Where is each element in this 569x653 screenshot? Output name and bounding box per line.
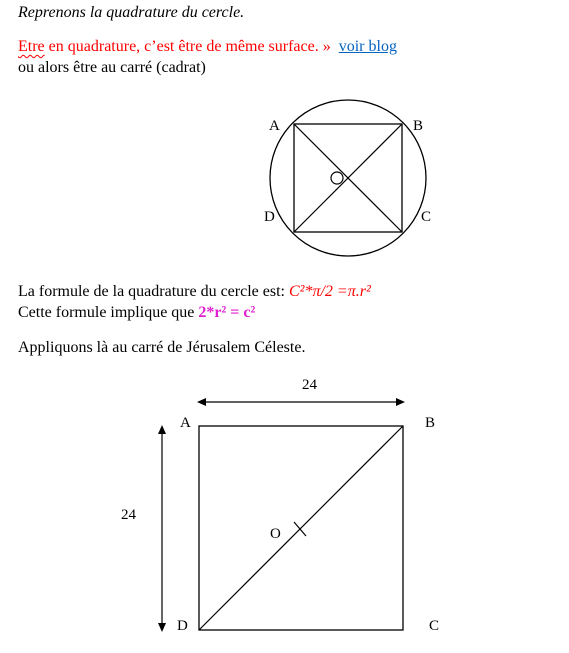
top-arrow-left	[197, 398, 206, 406]
figure-jerusalem-square	[121, 377, 439, 634]
center-point	[331, 172, 343, 184]
top-dimension-label: 24	[302, 377, 317, 393]
label-d-fig2: D	[177, 618, 188, 634]
diagonal-db	[199, 426, 403, 630]
label-b-fig1: B	[413, 118, 424, 134]
formula-intro-text: La formule de la quadrature du cercle est:	[18, 283, 289, 300]
left-arrow-bottom	[158, 623, 166, 632]
label-a-fig2: A	[180, 415, 191, 431]
label-o-fig2: O	[270, 526, 281, 542]
label-b-fig2: B	[425, 415, 436, 431]
formula-quadrature: C²*π/2 =π.r²	[288, 283, 371, 300]
label-a-fig1: A	[269, 118, 280, 134]
cadrat-line: ou alors être au carré (cadrat)	[18, 59, 206, 76]
label-d-fig1: D	[264, 209, 275, 225]
left-dimension-label: 24	[121, 507, 136, 523]
formula-implies-text: Cette formule implique que	[18, 304, 199, 321]
label-c-fig2: C	[429, 618, 440, 634]
formula-implication: 2*r² = c²	[198, 304, 256, 321]
label-c-fig1: C	[421, 209, 432, 225]
voir-blog-link[interactable]: voir blog	[338, 38, 397, 55]
top-arrow-right	[396, 398, 405, 406]
apply-text: Appliquons là au carré de Jérusalem Céleste.	[18, 339, 306, 356]
left-arrow-top	[158, 425, 166, 434]
quote-first-word: Etre	[18, 38, 45, 55]
formula-line-1	[18, 282, 371, 302]
formula-line-2	[18, 303, 255, 323]
quote-text: en quadrature, c’est être de même surface. »	[44, 38, 331, 55]
intro-title: Reprenons la quadrature du cercle.	[18, 4, 245, 21]
